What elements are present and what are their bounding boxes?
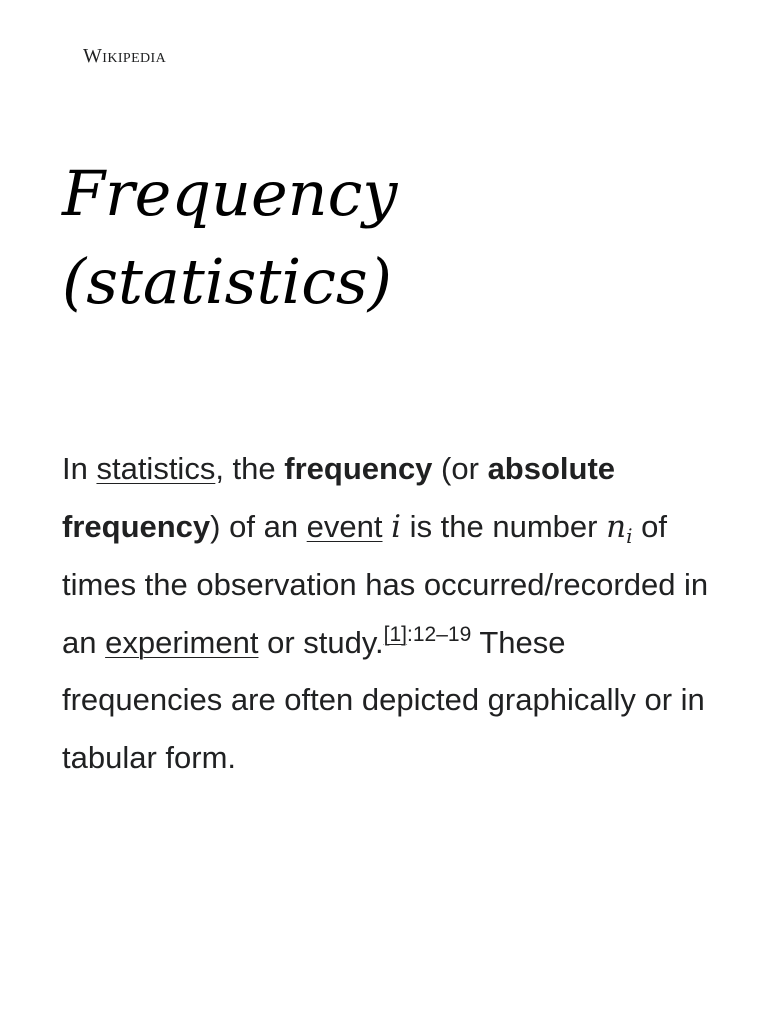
event-link[interactable]: event [306,508,383,544]
intro-text-9: These frequencies are often depicted graphically or in tabular form. [62,624,705,775]
intro-text-8: or study. [258,624,384,660]
intro-text-3: (or [432,451,488,486]
page-title: Frequency (statistics) [62,157,398,318]
intro-text-7: of times the observation has occurred/recorded in an [62,508,709,660]
citation [384,623,472,646]
intro-text-4: ) of an [210,508,307,544]
math-variable-n-i [606,508,633,548]
intro-text-2: , the [215,451,285,486]
intro-text-6: is the number [401,508,607,544]
experiment-link[interactable]: experiment [105,624,259,660]
statistics-link[interactable]: statistics [96,451,216,486]
math-n: n [606,508,627,545]
wikipedia-logo[interactable]: Wikipedia [83,45,167,67]
math-subscript-i: i [626,523,633,548]
math-variable-i: i [391,508,402,545]
intro-text-5 [383,509,392,544]
absolute-frequency-term: absolute frequency [62,451,616,544]
intro-paragraph [62,440,712,786]
citation-pages: :12–19 [407,622,472,646]
intro-text-1: In [62,451,97,486]
frequency-term: frequency [284,451,433,486]
citation-link[interactable]: [1] [383,622,408,646]
